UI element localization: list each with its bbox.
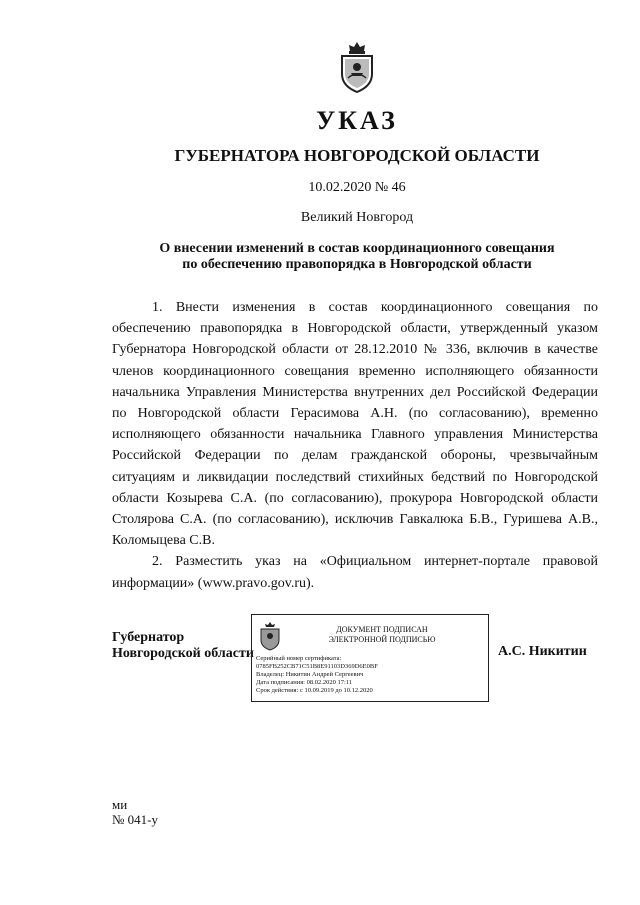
signatory-name: А.С. Никитин <box>498 644 587 659</box>
paragraph: 1. Внести изменения в состав координационного совещания по обеспечению правопорядка в Новгородской области, утвержденный указом Губернатора Новгородской области от 28.12.2010 № 336, включив в качестве членов координационного совещания временно исполняющего обязанности начальника Управления Министерства внутренних дел Российской Федерации по Новгородской области Герасимова А.Н. (по согласованию), временно исполняющего обязанности начальника Главного управления Министерства Российской Федерации по делам гражданской обороны, чрезвычайным ситуациям и ликвидации последствий стихийных бедствий по Новгородской области Козырева С.А. (по согласованию), прокурора Новгородской области Столярова С.А. (по согласованию), исключив Гавкалюка Б.В., Гуришева А.В., Коломыцева С.В. <box>112 300 598 549</box>
signatory-role-line: Новгородской области <box>112 646 254 661</box>
coat-of-arms-emblem <box>337 40 377 94</box>
heading-line: по обеспечению правопорядка в Новгородской области <box>182 257 532 272</box>
stamp-emblem-icon <box>258 621 282 651</box>
date-number: 10.02.2020 № 46 <box>308 180 406 195</box>
stamp-validity: Срок действия: с 10.09.2019 до 10.12.2020 <box>256 687 373 694</box>
decree-body <box>112 297 598 594</box>
signatory-role <box>112 630 254 662</box>
document-footer <box>112 797 158 827</box>
stamp-title-line: ЭЛЕКТРОННОЙ ПОДПИСЬЮ <box>328 635 436 644</box>
stamp-serial-label: Серийный номер сертификата: <box>256 655 342 662</box>
electronic-signature-stamp <box>251 614 489 702</box>
signatory-role-line: Губернатор <box>112 630 185 645</box>
decree-title: УКАЗ <box>316 106 398 135</box>
stamp-title <box>292 625 472 645</box>
stamp-signed-date: Дата подписания: 08.02.2020 17:11 <box>256 679 353 686</box>
decree-heading <box>112 241 602 273</box>
paragraph: 2. Разместить указ на «Официальном интернет-портале правовой информации» (www.pravo.gov.ru). <box>112 554 598 591</box>
decree-subtitle: ГУБЕРНАТОРА НОВГОРОДСКОЙ ОБЛАСТИ <box>174 146 540 165</box>
footer-initials: ми <box>112 797 128 812</box>
heading-line: О внесении изменений в состав координационного совещания <box>159 241 555 256</box>
stamp-title-line: ДОКУМЕНТ ПОДПИСАН <box>336 625 428 634</box>
city: Великий Новгород <box>300 210 414 225</box>
stamp-owner: Владелец: Никитин Андрей Сергеевич <box>256 671 364 678</box>
stamp-serial: 0785FB252CB71C51B8E91103D369D6E0BF <box>256 663 378 670</box>
footer-number: № 041-у <box>112 812 158 827</box>
